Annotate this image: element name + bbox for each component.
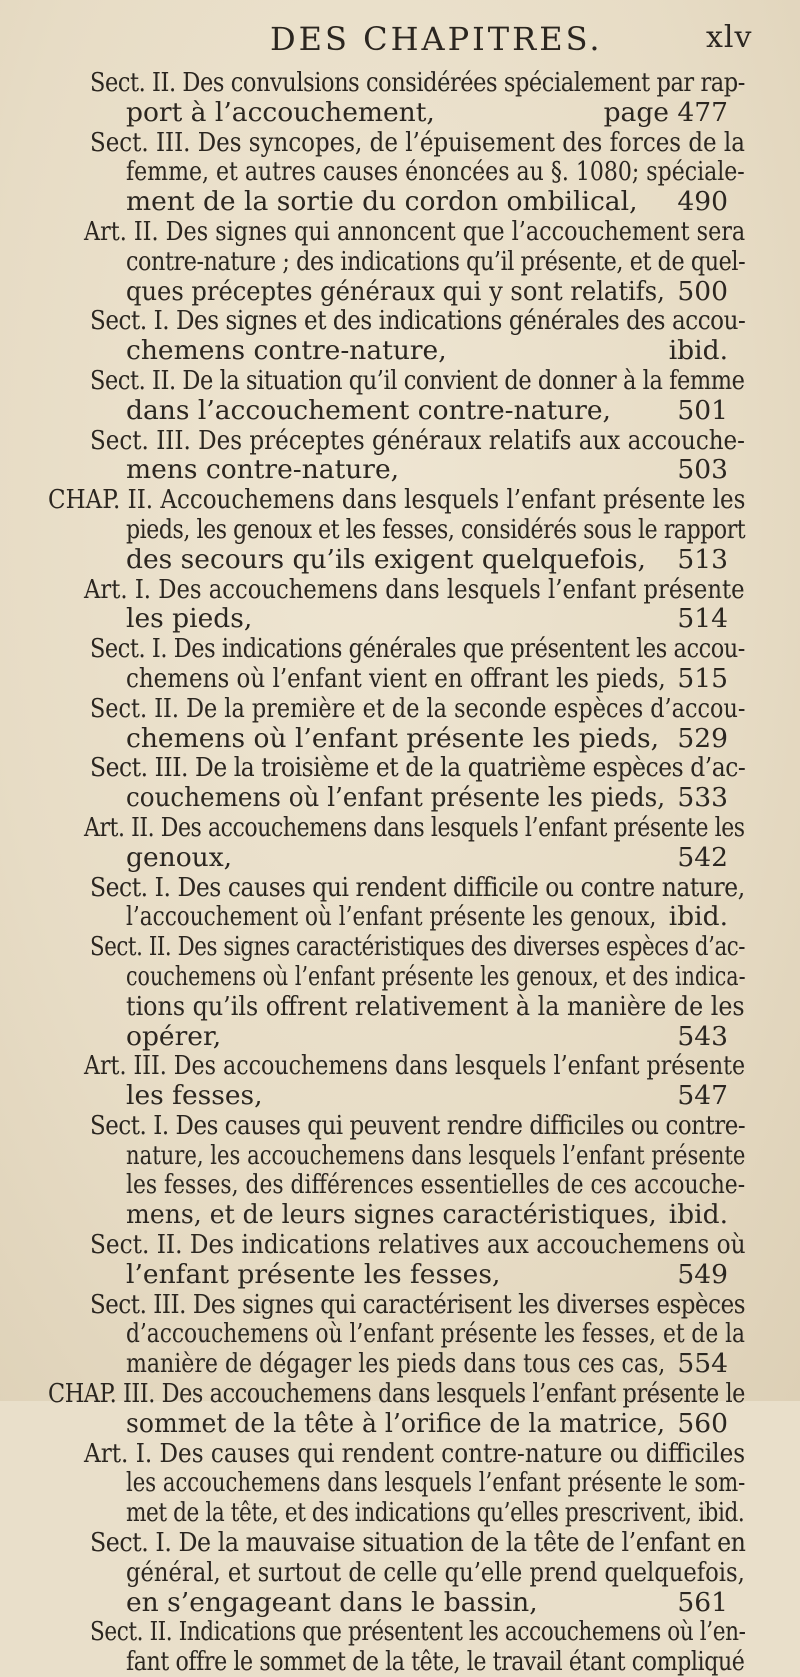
toc-line <box>0 1230 800 1260</box>
toc-entry-text: ques préceptes généraux qui y sont relatifs, <box>126 275 665 307</box>
toc-entry-text: fant offre le sommet de la tête, le travail étant compliqué <box>126 1646 745 1677</box>
toc-line <box>0 157 800 187</box>
page-header <box>0 18 800 68</box>
toc-page-ref: ibid. <box>668 1199 728 1231</box>
toc-entry-text: l’accouchement où l’enfant présente les genoux, <box>126 901 657 933</box>
toc-line <box>0 366 800 396</box>
toc-line <box>0 634 800 664</box>
toc-entry-text: mens contre-nature, <box>126 454 400 486</box>
toc-line <box>0 1439 800 1469</box>
toc-entry-text: contre-nature ; des indications qu’il présente, et de quel- <box>126 245 746 277</box>
toc-line <box>0 1051 800 1081</box>
toc-line <box>0 247 800 277</box>
toc-line <box>0 306 800 336</box>
toc-page-ref: 529 <box>677 722 728 754</box>
toc-entry-text: Sect. I. Des indications générales que présentent les accou- <box>90 633 745 665</box>
toc-line <box>0 813 800 843</box>
toc-entry-text: Sect. II. Des indications relatives aux accouchemens où <box>90 1229 746 1261</box>
toc-entry-text: Sect. III. De la troisième et de la quatrième espèces d’ac- <box>90 752 746 784</box>
toc-entry-text: les pieds, <box>126 603 253 635</box>
toc-entry-text: Sect. III. Des syncopes, de l’épuisement des forces de la <box>90 126 745 158</box>
toc-line <box>0 873 800 903</box>
toc-page-ref: ibid. <box>668 901 728 933</box>
toc-page-ref: 533 <box>677 782 728 814</box>
toc-entry-text: dans l’accouchement contre-nature, <box>126 394 611 426</box>
toc-entry-text: genoux, <box>126 841 233 873</box>
toc-line <box>0 128 800 158</box>
toc-line <box>0 1022 800 1052</box>
toc-page-ref: 543 <box>677 1020 728 1052</box>
toc-entry-text: Art. II. Des accouchemens dans lesquels l’enfant présente les <box>84 811 745 843</box>
toc-entry-text: les accouchemens dans lesquels l’enfant présente le som- <box>126 1467 746 1499</box>
running-title: DES CHAPITRES. <box>270 20 603 58</box>
toc-page-ref: 500 <box>677 275 728 307</box>
toc-page-ref: 513 <box>677 543 728 575</box>
toc-entry-text: Sect. II. Indications que présentent les accouchemens où l’en- <box>90 1616 746 1648</box>
toc-page-ref: ibid. <box>668 335 728 367</box>
page-number: xlv <box>706 20 753 55</box>
toc-entry-text: des secours qu’ils exigent quelquefois, <box>126 543 646 575</box>
toc-entry-text: Art. I. Des accouchemens dans lesquels l’enfant présente <box>84 573 745 605</box>
toc-entry-text: Art. III. Des accouchemens dans lesquels l’enfant présente <box>84 1050 746 1082</box>
toc-page-ref: 547 <box>677 1080 728 1112</box>
toc-entry-text: Sect. III. Des signes qui caractérisent les diverses espèces <box>90 1288 746 1320</box>
toc-line <box>0 902 800 932</box>
toc-entry-text: Sect. I. Des causes qui rendent difficile ou contre nature, <box>90 871 745 903</box>
toc-line <box>0 604 800 634</box>
toc-page-ref: 554 <box>677 1348 728 1380</box>
toc-line <box>0 932 800 962</box>
toc-page-ref: page 477 <box>603 96 728 128</box>
toc-entry-text: Sect. I. Des signes et des indications générales des accou- <box>90 305 746 337</box>
toc-page-ref: 515 <box>677 662 728 694</box>
toc-line <box>0 843 800 873</box>
toc-line <box>0 694 800 724</box>
toc-line <box>0 1081 800 1111</box>
toc-entry-text: Sect. II. De la situation qu’il convient de donner à la femme <box>90 364 745 396</box>
toc-entry-text: Sect. II. Des convulsions considérées spécialement par rap- <box>90 67 745 98</box>
toc-line <box>0 1468 800 1498</box>
toc-line <box>0 1170 800 1200</box>
toc-line <box>0 1349 800 1379</box>
toc-entry-text: pieds, les genoux et les fesses, considérés sous le rapport <box>126 513 746 545</box>
toc-line <box>0 1498 800 1528</box>
toc-line <box>0 545 800 575</box>
toc-line <box>0 426 800 456</box>
toc-line <box>0 485 800 515</box>
toc-entry-text: Sect. III. Des préceptes généraux relatifs aux accouche- <box>90 424 745 456</box>
toc-line <box>0 1617 800 1647</box>
toc-line <box>0 396 800 426</box>
toc-line <box>0 187 800 217</box>
toc-page-ref: 542 <box>677 841 728 873</box>
toc-entry-text: port à l’accouchement, <box>126 96 435 128</box>
toc-line <box>0 753 800 783</box>
toc-entry-text: Art. I. Des causes qui rendent contre-nature ou difficiles <box>84 1437 746 1469</box>
toc-line <box>0 455 800 485</box>
toc-line <box>0 992 800 1022</box>
toc-line <box>0 962 800 992</box>
toc-entry-text: femme, et autres causes énoncées au §. 1080; spéciale- <box>126 156 745 188</box>
toc-page-ref: 514 <box>677 603 728 635</box>
toc-line <box>0 277 800 307</box>
toc-entry-text: ment de la sortie du cordon ombilical, <box>126 186 638 218</box>
toc-entry-text: Sect. I. De la mauvaise situation de la tête de l’enfant en <box>90 1527 746 1559</box>
toc-page-ref: 490 <box>677 186 728 218</box>
toc-entry-text: chemens où l’enfant présente les pieds, <box>126 722 660 754</box>
toc-entry-text: Art. II. Des signes qui annoncent que l’accouchement sera <box>84 215 746 247</box>
toc-line <box>0 336 800 366</box>
toc-entry-text: CHAP. II. Accouchemens dans lesquels l’enfant présente les <box>48 484 746 516</box>
toc-entry-text: les fesses, des différences essentielles de ces accouche- <box>126 1169 746 1201</box>
toc-line <box>0 1200 800 1230</box>
toc-line <box>0 98 800 128</box>
toc-entry-text: CHAP. III. Des accouchemens dans lesquels l’enfant présente le <box>48 1378 745 1410</box>
toc-page-ref: 560 <box>677 1407 728 1439</box>
toc-entry-text: Sect. II. Des signes caractéristiques des diverses espèces d’ac- <box>90 931 746 963</box>
toc-line <box>0 68 800 98</box>
table-of-contents <box>0 68 800 1677</box>
toc-entry-text: manière de dégager les pieds dans tous ces cas, <box>126 1348 666 1380</box>
toc-entry-text: Sect. II. De la première et de la seconde espèces d’accou- <box>90 692 746 724</box>
toc-line <box>0 1558 800 1588</box>
toc-line <box>0 1588 800 1618</box>
toc-line <box>0 1290 800 1320</box>
toc-entry-text: Sect. I. Des causes qui peuvent rendre difficiles ou contre- <box>90 1109 746 1141</box>
toc-page-ref: 501 <box>677 394 728 426</box>
toc-line <box>0 1528 800 1558</box>
toc-entry-text: tions qu’ils offrent relativement à la manière de les <box>126 990 745 1022</box>
toc-entry-text: chemens où l’enfant vient en offrant les pieds, <box>126 662 666 694</box>
toc-line <box>0 1111 800 1141</box>
toc-line <box>0 1260 800 1290</box>
toc-line <box>0 783 800 813</box>
toc-entry-text: l’enfant présente les fesses, <box>126 1258 501 1290</box>
toc-line <box>0 575 800 605</box>
toc-entry-text: en s’engageant dans le bassin, <box>126 1586 538 1618</box>
toc-line <box>0 515 800 545</box>
toc-entry-text: opérer, <box>126 1020 222 1052</box>
toc-page-ref: 503 <box>677 454 728 486</box>
toc-entry-text: sommet de la tête à l’orifice de la matrice, <box>126 1407 665 1439</box>
toc-entry-text: couchemens où l’enfant présente les pieds, <box>126 782 666 814</box>
toc-line <box>0 1409 800 1439</box>
toc-entry-text: nature, les accouchemens dans lesquels l’enfant présente <box>126 1139 746 1171</box>
toc-line <box>0 1141 800 1171</box>
toc-entry-text: couchemens où l’enfant présente les genoux, et des indica- <box>126 960 746 992</box>
toc-entry-text: d’accouchemens où l’enfant présente les fesses, et de la <box>126 1318 745 1350</box>
toc-page-ref: 561 <box>677 1586 728 1618</box>
toc-entry-text: les fesses, <box>126 1080 263 1112</box>
toc-entry-text: mens, et de leurs signes caractéristiques, <box>126 1199 657 1231</box>
toc-entry-text: chemens contre-nature, <box>126 335 447 367</box>
toc-page-ref: 549 <box>677 1258 728 1290</box>
toc-line <box>0 664 800 694</box>
toc-line <box>0 1379 800 1409</box>
toc-entry-text: met de la tête, et des indications qu’elles prescrivent, ibid. <box>126 1497 745 1529</box>
toc-entry-text: général, et surtout de celle qu’elle prend quelquefois, <box>126 1556 745 1588</box>
toc-line <box>0 1319 800 1349</box>
toc-line <box>0 1647 800 1677</box>
toc-line <box>0 217 800 247</box>
toc-line <box>0 724 800 754</box>
